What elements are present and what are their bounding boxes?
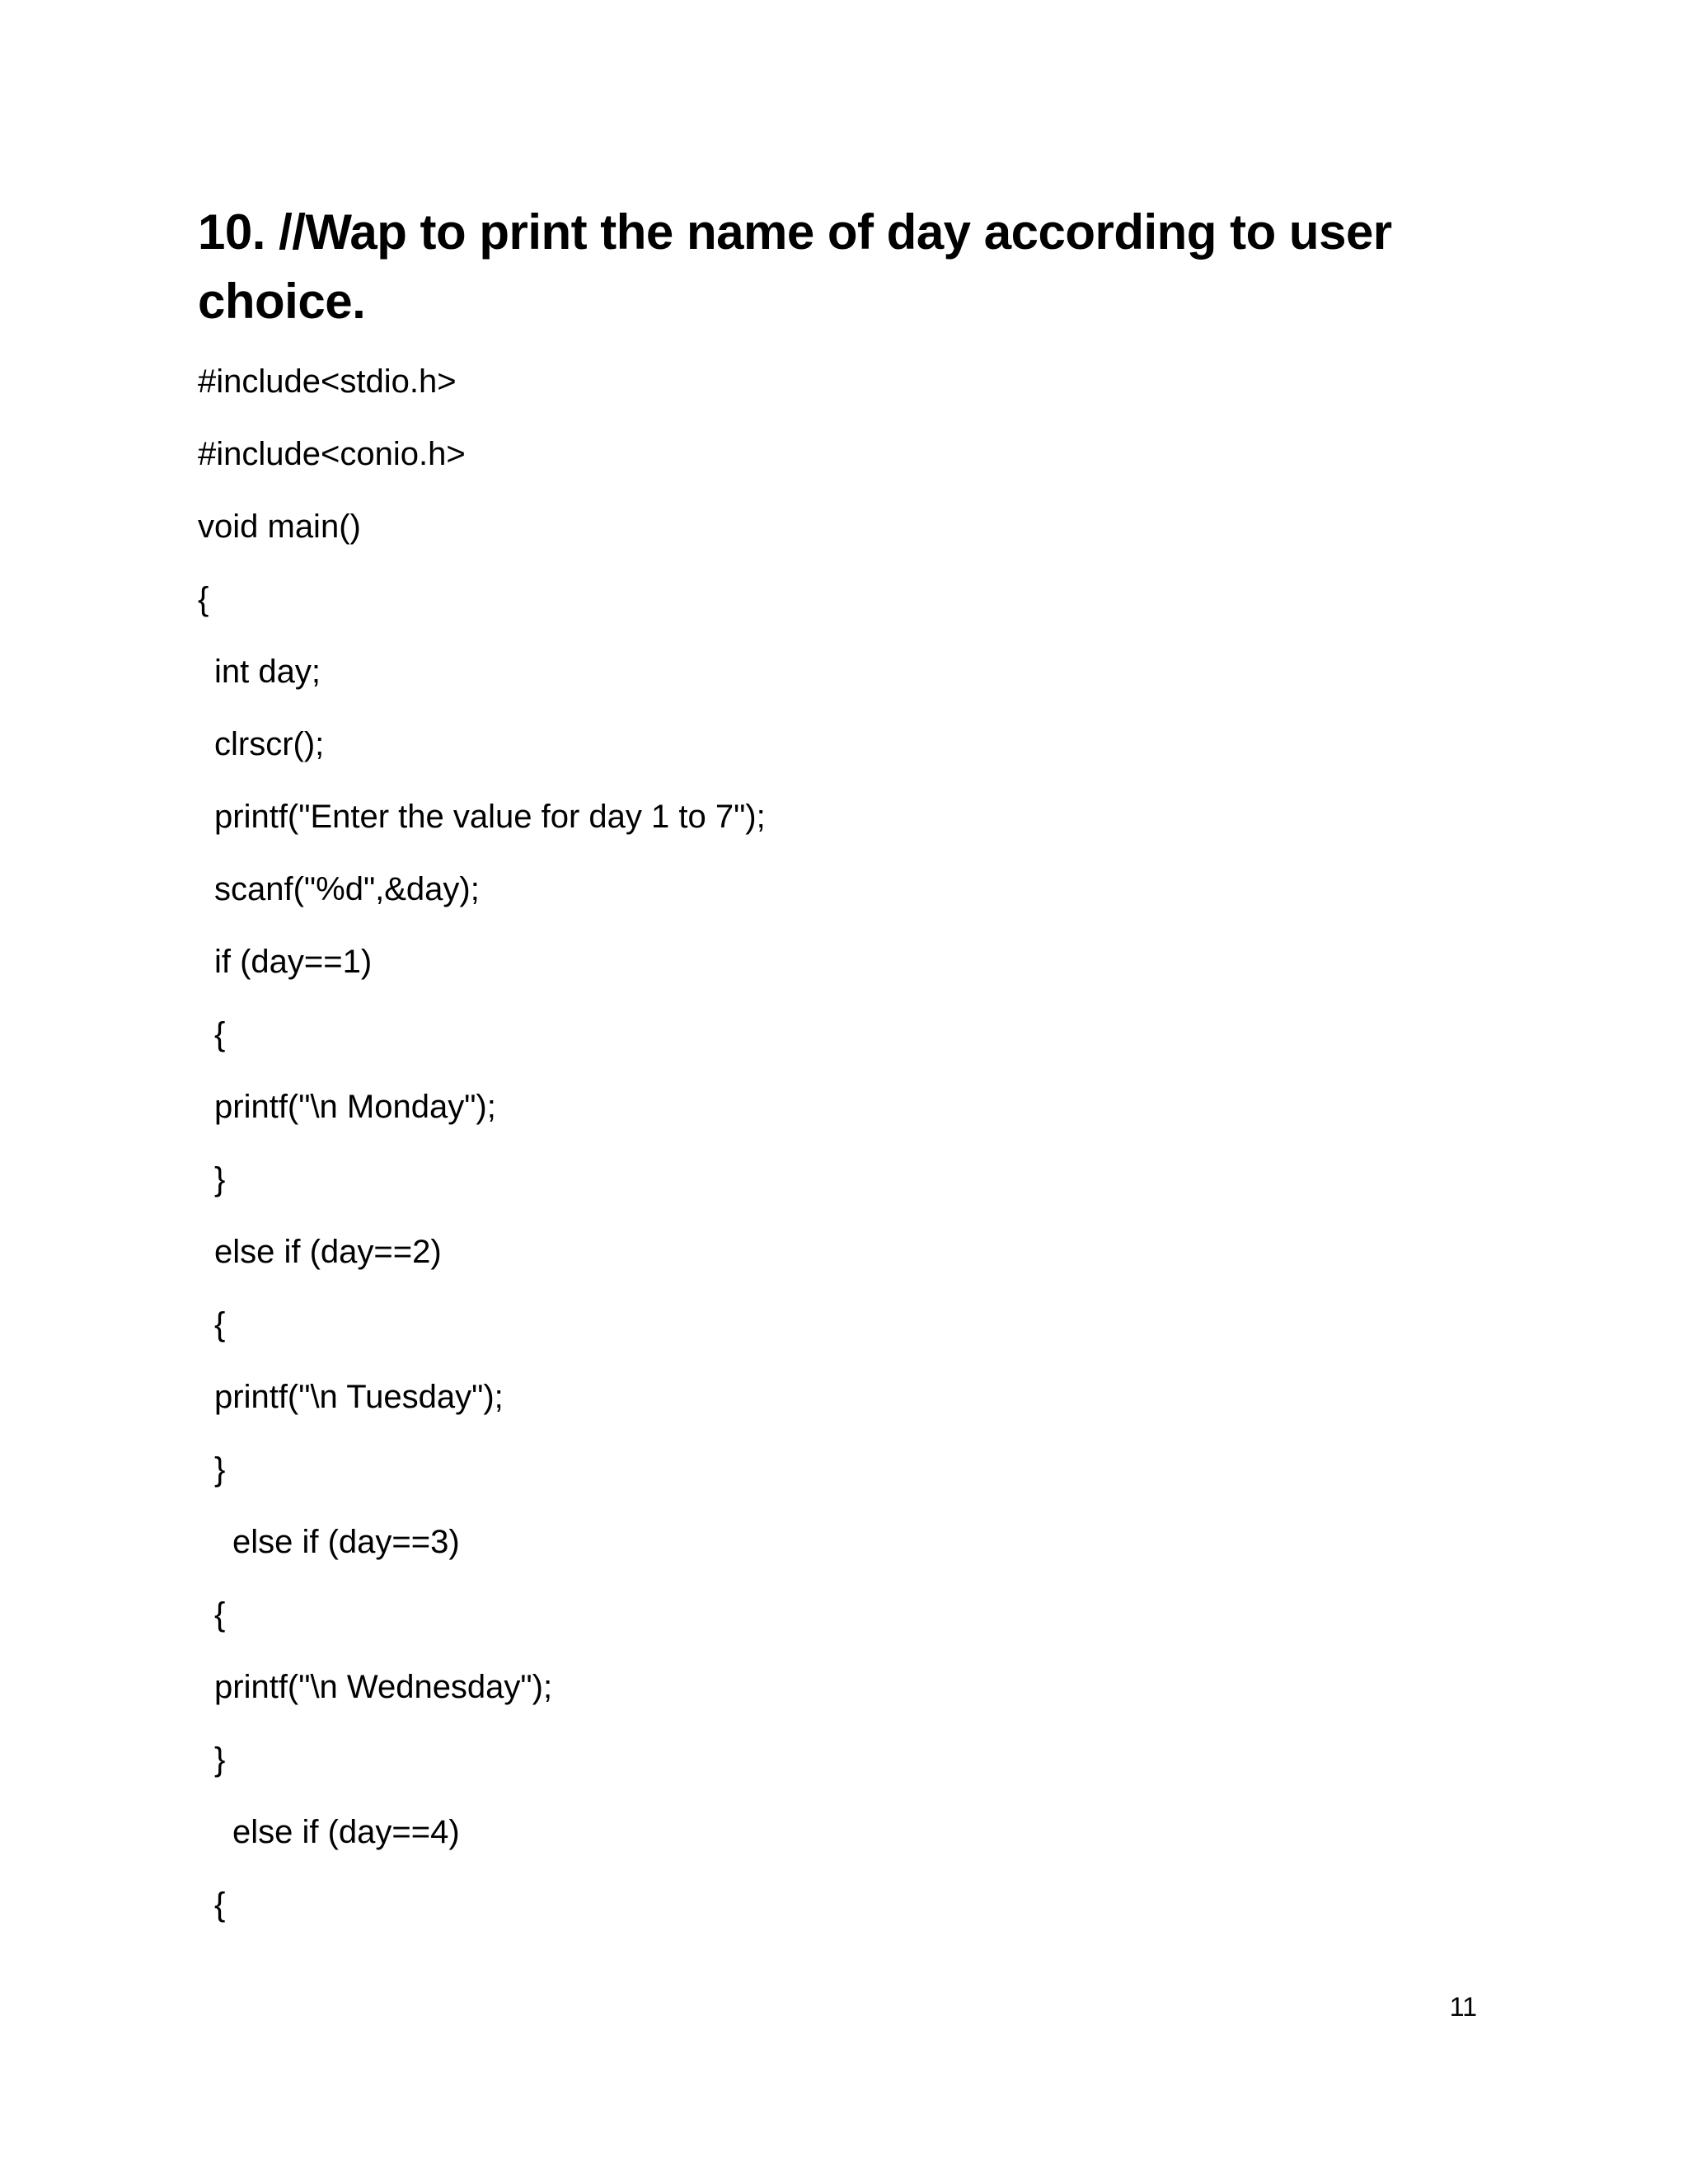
code-line: { [198, 581, 209, 617]
code-line: { [214, 1886, 226, 1923]
code-line: else if (day==2) [214, 1234, 442, 1270]
code-line: { [214, 1016, 226, 1052]
code-line: int day; [214, 654, 321, 690]
code-line: #include<stdio.h> [198, 363, 457, 400]
code-line: { [214, 1596, 226, 1633]
code-line: void main() [198, 509, 361, 545]
code-line: scanf("%d",&day); [214, 871, 480, 907]
code-line: if (day==1) [214, 944, 373, 980]
code-line: else if (day==4) [232, 1814, 460, 1850]
code-line: } [214, 1451, 226, 1488]
page-heading: 10. //Wap to print the name of day according to user choice. [198, 204, 1392, 329]
code-line: printf("\n Monday"); [214, 1089, 496, 1125]
code-line: #include<conio.h> [198, 436, 466, 472]
code-line: clrscr(); [214, 726, 325, 762]
code-line: printf("\n Wednesday"); [214, 1669, 553, 1705]
code-listing [198, 357, 766, 1952]
code-line: { [214, 1306, 226, 1343]
code-line: } [214, 1741, 226, 1778]
code-line: } [214, 1161, 226, 1197]
code-line: printf("Enter the value for day 1 to 7"); [214, 799, 766, 835]
code-line: else if (day==3) [232, 1524, 460, 1560]
page-number: 11 [1449, 1992, 1477, 2022]
code-line: printf("\n Tuesday"); [214, 1379, 504, 1415]
